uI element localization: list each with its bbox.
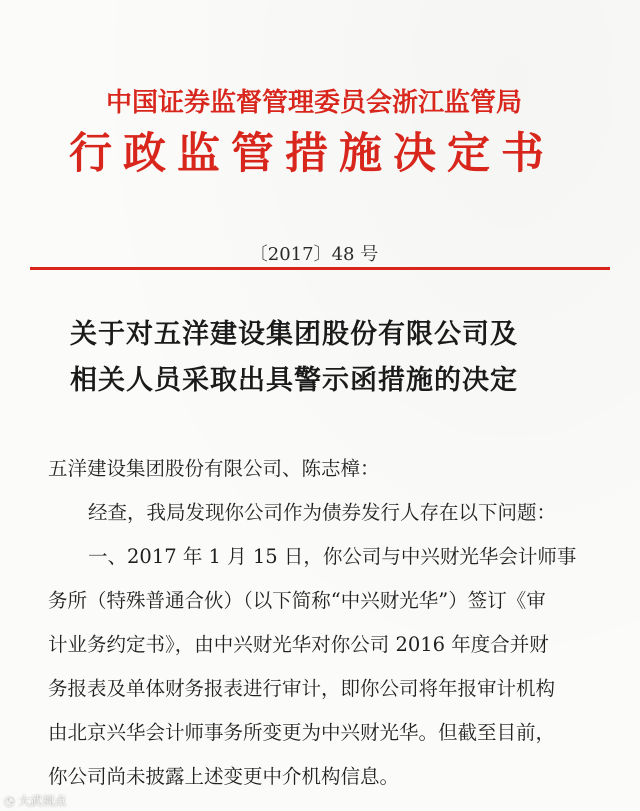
weibo-icon: ◔ bbox=[4, 794, 19, 808]
addressee: 五洋建设集团股份有限公司、陈志樟： bbox=[48, 457, 380, 480]
title-line-1: 关于对五洋建设集团股份有限公司及 bbox=[70, 319, 518, 350]
paragraph-2-line-4: 务报表及单体财务报表进行审计，即你公司将年报审计机构 bbox=[48, 677, 556, 700]
paragraph-2-line-5: 由北京兴华会计师事务所变更为中兴财光华。但截至目前， bbox=[48, 721, 556, 744]
decision-title bbox=[70, 312, 590, 404]
watermark-logo bbox=[4, 792, 66, 809]
paragraph-1: 经查，我局发现你公司作为债券发行人存在以下问题： bbox=[88, 501, 557, 524]
document-number: 〔2017〕48 号 bbox=[249, 244, 379, 265]
paragraph-2-line-6: 你公司尚未披露上述变更中介机构信息。 bbox=[48, 765, 400, 788]
document-type-heading: 行政监管措施决定书 bbox=[69, 129, 555, 179]
paragraph-2-line-2: 务所（特殊普通合伙）（以下简称“中兴财光华”）签订《审 bbox=[48, 589, 546, 612]
issuing-agency: 中国证券监督管理委员会浙江监管局 bbox=[105, 88, 522, 118]
paragraph-2-line-1: 一、2017 年 1 月 15 日，你公司与中兴财光华会计师事 bbox=[88, 545, 577, 568]
paragraph-2-line-3: 计业务约定书》，由中兴财光华对你公司 2016 年度合并财 bbox=[48, 633, 549, 656]
title-line-2: 相关人员采取出具警示函措施的决定 bbox=[70, 365, 518, 396]
watermark-text: 大武视点 bbox=[18, 794, 67, 808]
red-divider-line bbox=[30, 267, 610, 270]
